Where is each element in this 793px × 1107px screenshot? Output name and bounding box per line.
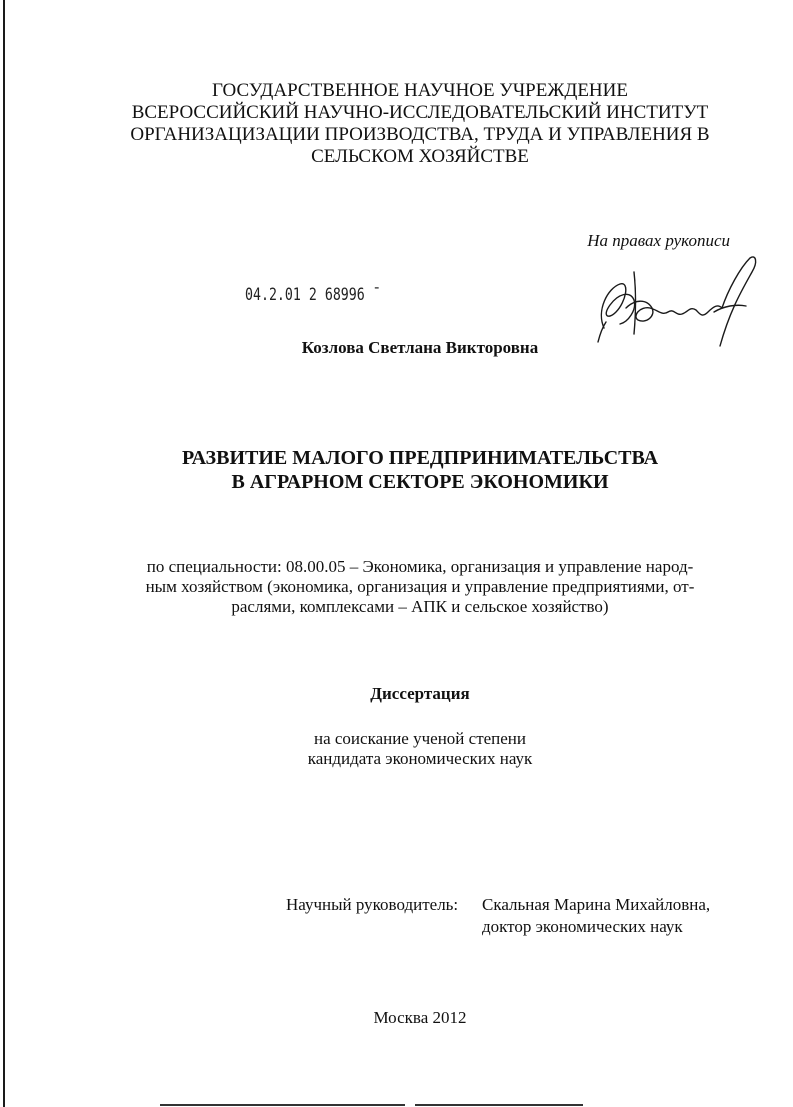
degree-statement	[220, 729, 620, 769]
institution-header	[60, 80, 780, 168]
dissertation-title	[60, 446, 780, 494]
specialty-description	[100, 557, 740, 617]
registration-stamp: 04.2.01 2 68996 ˉ	[245, 285, 381, 305]
document-type: Диссертация	[370, 684, 470, 703]
scan-edge-line	[3, 0, 5, 1107]
institution-line: ГОСУДАРСТВЕННОЕ НАУЧНОЕ УЧРЕЖДЕНИЕ	[212, 80, 628, 101]
supervisor-details	[482, 894, 710, 938]
degree-line: на соискание ученой степени	[313, 729, 527, 748]
specialty-line: по специальности: 08.00.05 – Экономика, организация и управление народ-	[146, 557, 694, 576]
degree-line: кандидата экономических наук	[307, 749, 533, 768]
author-name: Козлова Светлана Викторовна	[301, 338, 539, 357]
title-line: В АГРАРНОМ СЕКТОРЕ ЭКОНОМИКИ	[231, 471, 609, 493]
signature-image	[590, 250, 765, 350]
supervisor-label: Научный руководитель:	[286, 895, 459, 914]
institution-line: ОРГАНИЗАЦИЗАЦИИ ПРОИЗВОДСТВА, ТРУДА И УПРАВЛЕНИЯ В	[130, 124, 710, 145]
specialty-line: раслями, комплексами – АПК и сельское хозяйство)	[231, 597, 609, 616]
supervisor-name: Скальная Марина Михайловна,	[482, 895, 711, 914]
manuscript-rights-note: На правах рукописи	[587, 231, 730, 250]
supervisor-degree: доктор экономических наук	[482, 917, 683, 936]
institution-line: ВСЕРОССИЙСКИЙ НАУЧНО-ИССЛЕДОВАТЕЛЬСКИЙ ИНСТИТУТ	[131, 102, 709, 123]
scan-bottom-line-right	[415, 1104, 583, 1106]
supervisor-block	[286, 894, 710, 938]
scan-bottom-line-left	[160, 1104, 405, 1106]
city-year: Москва 2012	[373, 1008, 467, 1027]
title-line: РАЗВИТИЕ МАЛОГО ПРЕДПРИНИМАТЕЛЬСТВА	[181, 447, 659, 469]
specialty-line: ным хозяйством (экономика, организация и управление предприятиями, от-	[145, 577, 695, 596]
institution-line: СЕЛЬСКОМ ХОЗЯЙСТВЕ	[311, 146, 529, 167]
